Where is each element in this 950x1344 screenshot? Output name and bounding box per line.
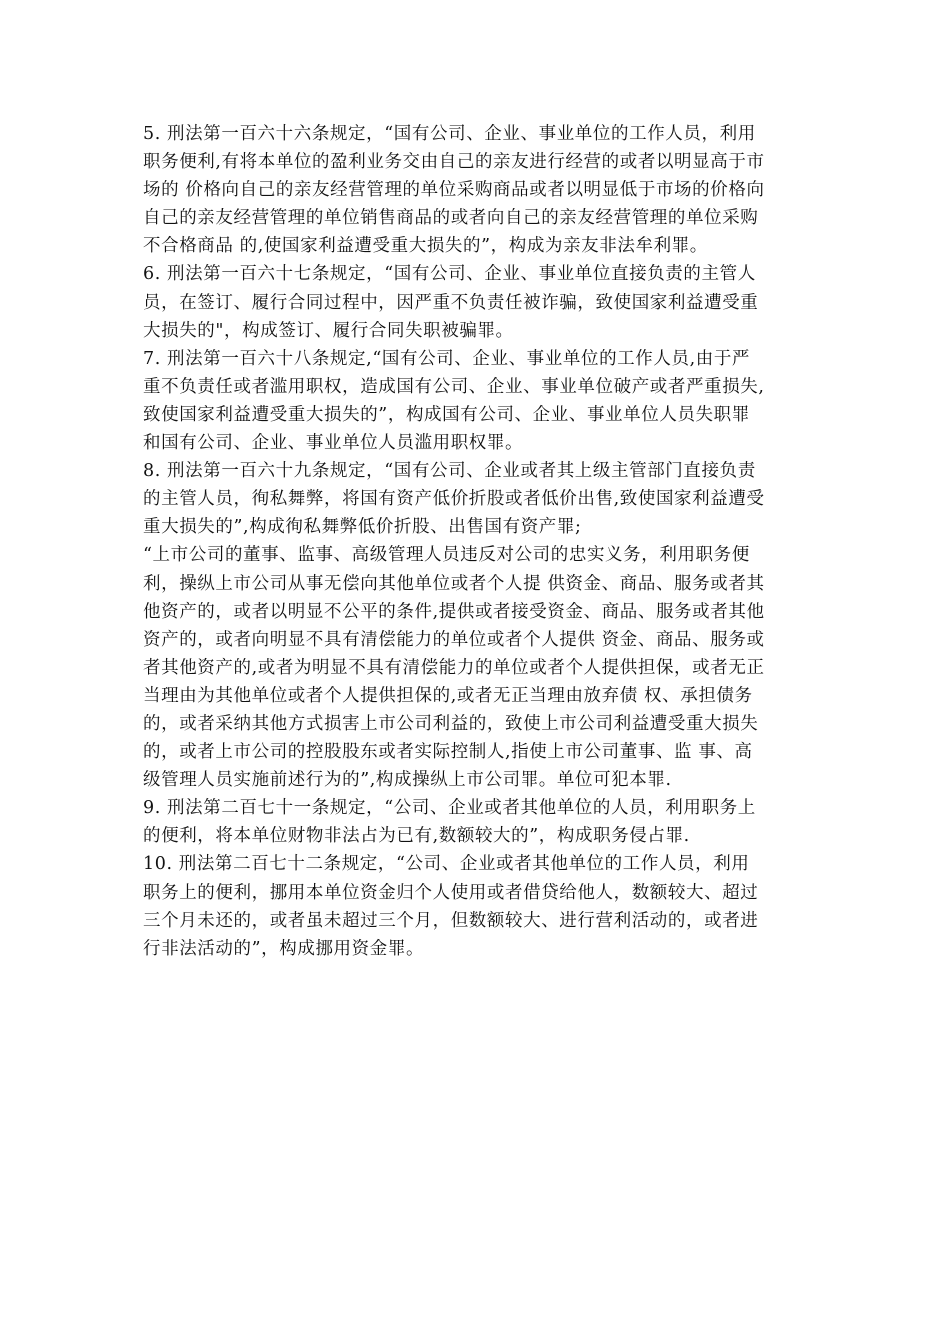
text-line: 致使国家利益遭受重大损失的”，构成国有公司、企业、事业单位人员失职罪 (143, 404, 750, 425)
text-line: 的，或者上市公司的控股股东或者实际控制人,指使上市公司董事、监 事、高 (143, 742, 753, 763)
text-line: 职务上的便利，挪用本单位资金归个人使用或者借贷给他人，数额较大、超过 (143, 882, 759, 903)
text-line: 的便利，将本单位财物非法占为已有,数额较大的”，构成职务侵占罪. (143, 826, 690, 847)
document-text-body (143, 120, 815, 963)
text-line: 和国有公司、企业、事业单位人员滥用职权罪。 (143, 433, 524, 454)
text-line: 5. 刑法第一百六十六条规定，“国有公司、企业、事业单位的工作人员，利用 (143, 124, 756, 144)
text-line: “上市公司的董事、监事、高级管理人员违反对公司的忠实义务，利用职务便 (143, 545, 750, 566)
text-line: 9. 刑法第二百七十一条规定，“公司、企业或者其他单位的人员，利用职务上 (143, 798, 756, 819)
text-line: 三个月未还的，或者虽未超过三个月，但数额较大、进行营利活动的，或者进 (143, 910, 759, 931)
text-line: 7. 刑法第一百六十八条规定,“国有公司、企业、事业单位的工作人员,由于严 (143, 348, 751, 369)
text-line: 6. 刑法第一百六十七条规定，“国有公司、企业、事业单位直接负责的主管人 (143, 264, 756, 285)
text-line: 他资产的，或者以明显不公平的条件,提供或者接受资金、商品、服务或者其他 (143, 601, 765, 622)
text-line: 员，在签订、履行合同过程中，因严重不负责任被诈骗，致使国家利益遭受重 (143, 292, 759, 313)
text-line: 资产的，或者向明显不具有清偿能力的单位或者个人提供 资金、商品、服务或 (143, 629, 765, 650)
text-line: 重不负责任或者滥用职权，造成国有公司、企业、事业单位破产或者严重损失, (143, 376, 765, 397)
text-line: 大损失的"，构成签订、履行合同失职被骗罪。 (143, 320, 514, 341)
text-line: 当理由为其他单位或者个人提供担保的,或者无正当理由放弃债 权、承担债务 (143, 685, 753, 706)
text-line: 者其他资产的,或者为明显不具有清偿能力的单位或者个人提供担保，或者无正 (143, 657, 765, 678)
text-line: 重大损失的”,构成徇私舞弊低价折股、出售国有资产罪; (143, 517, 582, 538)
text-line: 的，或者采纳其他方式损害上市公司利益的，致使上市公司利益遭受重大损失 (143, 713, 759, 734)
text-line: 自己的亲友经营管理的单位销售商品的或者向自己的亲友经营管理的单位采购 (143, 208, 759, 229)
text-line: 职务便利,有将本单位的盈利业务交由自己的亲友进行经营的或者以明显高于市 (143, 152, 765, 173)
text-line: 级管理人员实施前述行为的”,构成操纵上市公司罪。单位可犯本罪. (143, 770, 672, 791)
text-line: 的主管人员，徇私舞弊，将国有资产低价折股或者低价出售,致使国家利益遭受 (143, 489, 765, 510)
text-line: 利，操纵上市公司从事无偿向其他单位或者个人提 供资金、商品、服务或者其 (143, 573, 765, 594)
text-line: 10. 刑法第二百七十二条规定，“公司、企业或者其他单位的工作人员，利用 (143, 854, 750, 875)
text-line: 行非法活动的”，构成挪用资金罪。 (143, 938, 425, 959)
text-line: 场的 价格向自己的亲友经营管理的单位采购商品或者以明显低于市场的价格向 (143, 180, 765, 201)
text-line: 8. 刑法第一百六十九条规定，“国有公司、企业或者其上级主管部门直接负责 (143, 461, 756, 482)
text-line: 不合格商品 的,使国家利益遭受重大损失的”，构成为亲友非法牟利罪。 (143, 236, 708, 257)
